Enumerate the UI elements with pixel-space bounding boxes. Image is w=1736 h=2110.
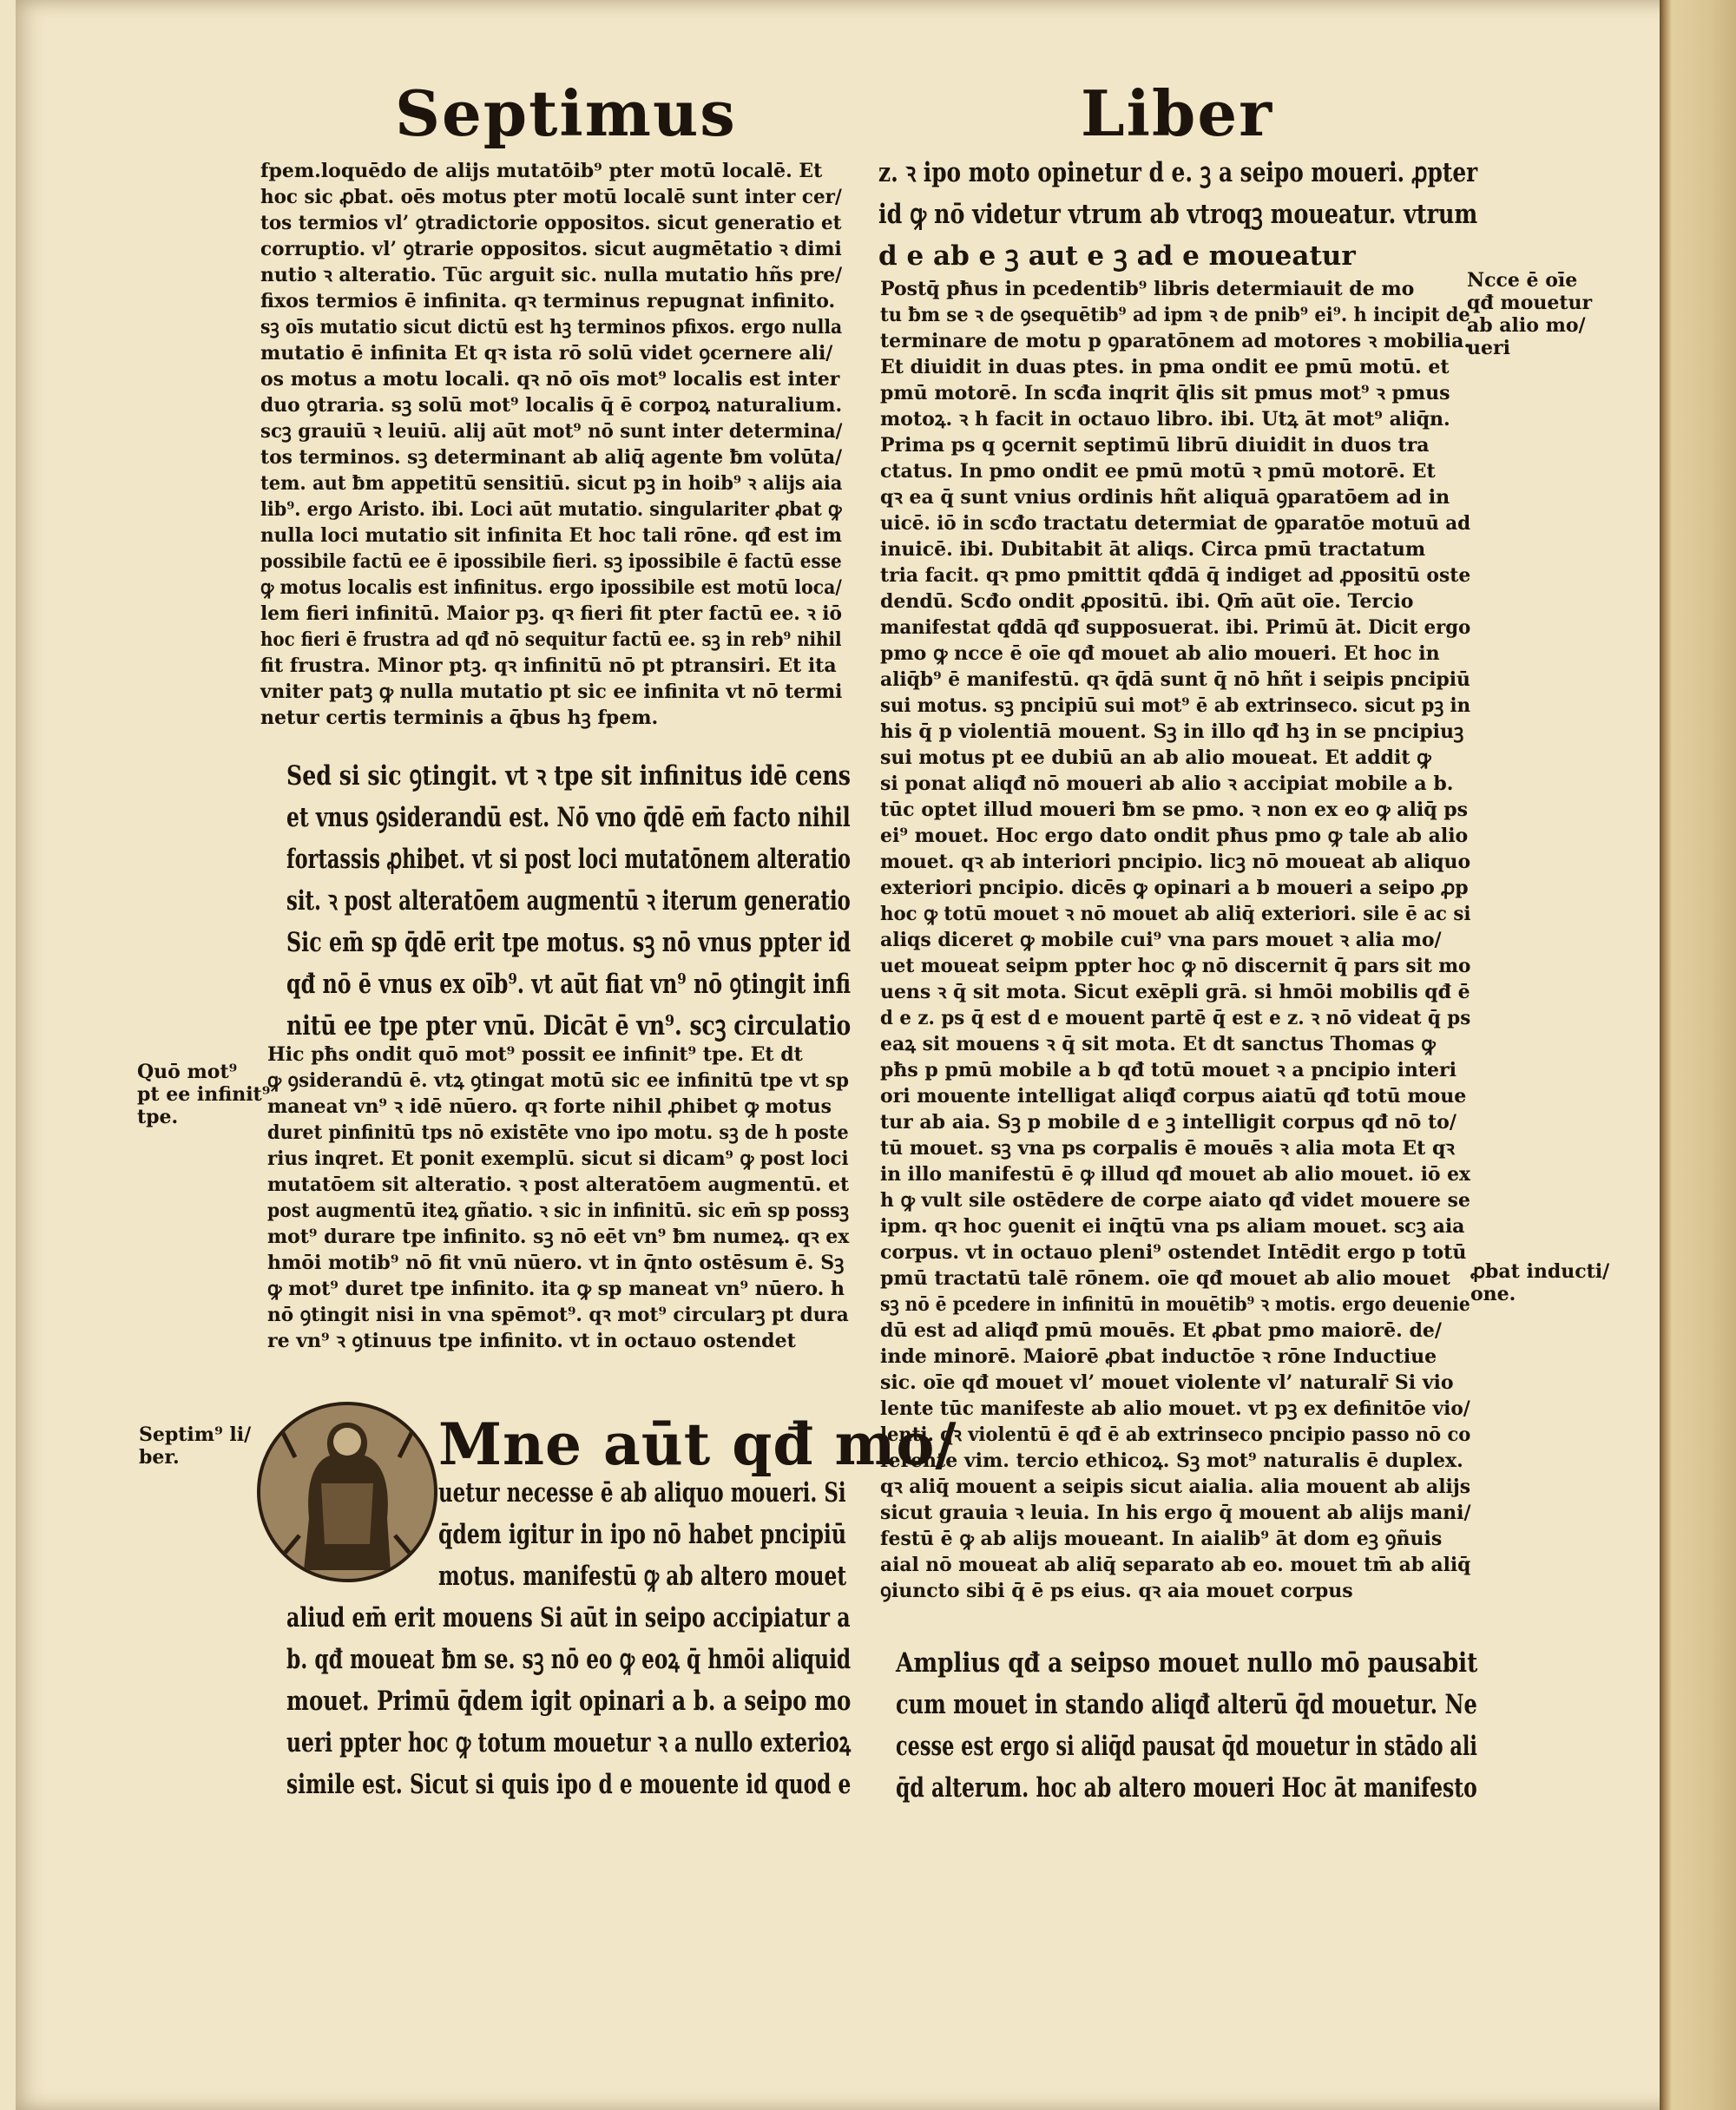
left-commentary-block-1 <box>260 158 842 731</box>
margin-note-line: one. <box>1470 1283 1516 1305</box>
left-commentary-block-2 <box>267 1042 849 1354</box>
commentary-line: mot⁹ durare tpe infinito. sꝫ nō eēt vn⁹ ƀm numeꝝ. qꝛ ex <box>267 1226 850 1248</box>
commentary-line: aliqs diceret ꝙ mobile cui⁹ vna pars mouet ꝛ alia mo/ <box>880 929 1442 951</box>
left-text-block-2-indent <box>438 1472 846 1597</box>
commentary-line: ipm. qꝛ hoc ꝯuenit ei inq̄tū vna ps aliam mouet. scꝫ aia <box>880 1215 1465 1238</box>
commentary-line: inde minorē. Maiorē ꝓbat inductōe ꝛ rōne Inductiue <box>880 1345 1437 1368</box>
margin-note-line: pt ee infinit⁹ <box>137 1083 271 1106</box>
text-line: et vnus ꝯsiderandū est. Nō vno q̄dē em̄ facto nihil <box>286 802 851 833</box>
commentary-line: re vn⁹ ꝛ ꝯtinuus tpe infinito. vt in octauo ostendet <box>267 1330 796 1352</box>
margin-note-line: tpe. <box>137 1106 179 1128</box>
commentary-line: os motus a motu locali. qꝛ nō oīs mot⁹ localis est inter <box>260 368 840 391</box>
commentary-line: duret pinfinitū tps nō existēte vno ipo motu. sꝫ de h poste <box>267 1121 849 1144</box>
text-line: d e ab e ꝫ aut e ꝫ ad e moueatur <box>878 240 1356 272</box>
margin-note-line: ab alio mo/ <box>1467 314 1586 337</box>
commentary-line: pħs p pmū mobile a b qđ totū mouet ꝛ a pncipio interi <box>880 1059 1457 1081</box>
commentary-line: sꝫ nō ē pcedere in infinitū in mouētib⁹ ꝛ motis. ergo deuenie <box>880 1293 1470 1316</box>
commentary-line: Prima ps q ꝯcernit septimū librū diuidit in duos tra <box>880 434 1430 457</box>
commentary-line: maneat vn⁹ ꝛ idē nūero. qꝛ forte nihil ꝓhibet ꝙ motus <box>267 1095 832 1118</box>
commentary-line: si ponat aliqđ nō moueri ab alio ꝛ accipiat mobile a b. <box>880 772 1454 795</box>
text-line: Amplius qđ a seipso mouet nullo mō pausabit <box>896 1647 1478 1679</box>
text-line: uetur necesse ē ab aliquo moueri. Si <box>438 1477 846 1509</box>
commentary-line: mutatio ē infinita Et qꝛ ista rō solū videt ꝯcernere ali/ <box>260 342 833 365</box>
text-line: nitū ee tpe pter vnū. Dicāt ē vn⁹. scꝫ circulatio <box>286 1010 852 1042</box>
commentary-line: inuicē. ibi. Dubitabit āt aliqs. Circa pmū tractatum <box>880 538 1426 561</box>
text-line: cesse est ergo si aliq̄d pausat q̄d mouetur in stādo ali <box>896 1731 1477 1762</box>
commentary-line: pmo ꝙ ncce ē oīe qđ mouet ab alio moueri. Et hoc in <box>880 642 1440 665</box>
commentary-line: aial nō moueat ab aliq̄ separato ab eo. mouet tm̄ ab aliq̄ <box>880 1554 1471 1576</box>
woodcut-figure-icon <box>260 1405 434 1579</box>
commentary-line: pmū tractatū talē rōnem. oīe qđ mouet ab alio mouet <box>880 1267 1450 1290</box>
running-head-left: Septimus <box>395 76 737 150</box>
margin-note-line: ꝓbat inducti/ <box>1470 1260 1610 1283</box>
commentary-line: ctatus. In pmo ondit ee pmū motū ꝛ pmū motorē. Et <box>880 460 1436 483</box>
commentary-line: qꝛ ea q̄ sunt vnius ordinis hñt aliquā ꝯparatōem ad in <box>880 486 1450 509</box>
text-line: b. qđ moueat ƀm se. sꝫ nō eo ꝙ eoꝝ q̄ hmōi aliquid <box>286 1644 852 1675</box>
running-head-right: Liber <box>1081 76 1274 150</box>
text-line: ueri ppter hoc ꝙ totum mouetur ꝛ a nullo exterioꝝ <box>286 1727 852 1758</box>
commentary-line: h ꝙ vult sile ostēdere de corpe aiato qđ videt mouere se <box>880 1189 1470 1212</box>
initial-line: Mne aūt qđ mo/ <box>438 1410 957 1478</box>
margin-note-line: ueri <box>1467 337 1510 359</box>
commentary-line: corruptio. vl’ ꝯtrarie oppositos. sicut augmētatio ꝛ dimi <box>260 238 842 260</box>
commentary-line: tu ƀm se ꝛ de ꝯsequētib⁹ ad ipm ꝛ de pnib⁹ ei⁹. h incipit de <box>880 304 1470 326</box>
right-margin-note-1 <box>1467 269 1592 359</box>
commentary-line: exteriori pncipio. dicēs ꝙ opinari a b moueri a seipo ꝓp <box>880 877 1469 899</box>
text-line: fortassis ꝓhibet. vt si post loci mutatōnem alteratio <box>286 844 851 875</box>
left-text-block-1 <box>286 755 851 1047</box>
commentary-line: possibile factū ee ē ipossibile fieri. sꝫ ipossibile ē factū esse <box>260 550 842 573</box>
text-line: qđ nō ē vnus ex oīb⁹. vt aūt fiat vn⁹ nō ꝯtingit infi <box>286 969 852 1000</box>
commentary-line: hoc fieri ē frustra ad qđ nō sequitur factū ee. sꝫ in reb⁹ nihil <box>260 628 842 651</box>
commentary-line: uens ꝛ q̄ sit mota. Sicut exēpli grā. si hmōi mobilis qđ ē <box>880 981 1470 1003</box>
commentary-line: ꝙ motus localis est infinitus. ergo ipossibile est motū loca/ <box>260 576 842 599</box>
text-line: Sic em̄ sp q̄dē erit tpe motus. sꝫ nō vnus ppter id <box>286 927 852 958</box>
commentary-line: lenti. qꝛ violentū ē qđ ē ab extrinseco pncipio passo nō co <box>880 1423 1471 1446</box>
commentary-line: terminare de motu p ꝯparatōnem ad motores ꝛ mobilia. <box>880 330 1471 352</box>
commentary-line: duo ꝯtraria. sꝫ solū mot⁹ localis q̄ ē corpoꝝ naturalium. <box>260 394 843 417</box>
commentary-line: sic. oīe qđ mouet vl’ mouet violente vl’ naturalr̄ Si vio <box>880 1371 1454 1394</box>
commentary-line: rius inqret. Et ponit exemplū. sicut si dicam⁹ ꝙ post loci <box>267 1147 849 1170</box>
commentary-line: dū est ad aliqđ pmū mouēs. Et ꝓbat pmo maiorē. de/ <box>880 1319 1442 1342</box>
commentary-line: festū ē ꝙ ab alijs moueant. In aialib⁹ āt dom eꝫ ꝯñuis <box>880 1528 1443 1550</box>
text-line: q̄dem igitur in ipo nō habet pncipiū <box>438 1519 846 1550</box>
commentary-line: tū mouet. sꝫ vna ps corpalis ē mouēs ꝛ alia mota Et qꝛ <box>880 1137 1455 1160</box>
text-line: motus. manifestū ꝙ ab altero mouet <box>438 1561 847 1592</box>
right-commentary-block <box>880 276 1470 1604</box>
commentary-line: hoc ꝙ totū mouet ꝛ nō mouet ab aliq̄ exteriori. sile ē ac si <box>880 903 1471 925</box>
commentary-line: tria facit. qꝛ pmo pmittit qđdā q̄ indiget ad ꝓpositū oste <box>880 564 1471 587</box>
text-line: sit. ꝛ post alteratōem augmentū ꝛ iterum generatio <box>286 885 851 917</box>
margin-note-line: Ncce ē oīe <box>1467 269 1578 292</box>
commentary-line: dendū. Scđo ondit ꝓpositū. ibi. Qm̄ aūt oīe. Tercio <box>880 590 1414 613</box>
commentary-line: fixos termios ē infinita. qꝛ terminus repugnat infinito. <box>260 290 836 312</box>
text-line: z. ꝛ ipo moto opinetur d e. ꝫ a seipo moueri. ꝓpter <box>878 157 1478 188</box>
commentary-line: post augmentū iteꝝ gñatio. ꝛ sic in infinitū. sic em̄ sp possꝫ <box>267 1200 849 1222</box>
commentary-line: lib⁹. ergo Aristo. ibi. Loci aūt mutatio. singulariter ꝓbat ꝙ <box>260 498 842 521</box>
left-margin-note-2 <box>139 1423 251 1469</box>
commentary-line: motoꝝ. ꝛ h facit in octauo libro. ibi. Utꝝ āt mot⁹ aliq̄n. <box>880 408 1450 431</box>
commentary-line: mouet. qꝛ ab interiori pncipio. licꝫ nō moueat ab aliquo <box>880 851 1471 873</box>
commentary-line: tūc optet illud moueri ƀm se pmo. ꝛ non ex eo ꝙ aliq̄ ps <box>880 799 1469 821</box>
commentary-line: sꝫ oīs mutatio sicut dictū est hꝫ terminos pfixos. ergo nulla <box>260 316 843 339</box>
commentary-line: corpus. vt in octauo pleni⁹ ostendet Intēdit ergo p totū <box>880 1241 1467 1264</box>
text-line: Sed si sic ꝯtingit. vt ꝛ tpe sit infinitus idē cens <box>286 760 851 792</box>
commentary-line: pmū motorē. In scđa inqrit q̄lis sit pmus mot⁹ ꝛ pmus <box>880 382 1450 404</box>
commentary-line: hoc sic ꝓbat. oēs motus pter motū localē sunt inter cer/ <box>260 186 842 208</box>
text-line: simile est. Sicut si quis ipo d e mouente id quod e <box>286 1769 852 1800</box>
commentary-line: manifestat qđdā qđ supposuerat. ibi. Primū āt. Dicit ergo <box>880 616 1471 639</box>
text-line: mouet. Primū q̄dem igit opinari a b. a seipo mo <box>286 1686 852 1717</box>
margin-note-line: Quō mot⁹ <box>137 1061 238 1083</box>
left-text-block-2-full <box>286 1597 851 1805</box>
commentary-line: aliq̄b⁹ ē manifestū. qꝛ q̄dā sunt q̄ nō hñt i seipis pncipiū <box>880 668 1470 691</box>
commentary-line: tur ab aia. Sꝫ p mobile d e ꝫ intelligit corpus qđ nō to/ <box>880 1111 1457 1134</box>
commentary-line: ꝯiuncto sibi q̄ ē ps eius. qꝛ aia mouet corpus <box>880 1580 1353 1602</box>
right-text-block-1 <box>878 152 1477 277</box>
commentary-line: uet moueat seipm ppter hoc ꝙ nō discernit q̄ pars sit mo <box>880 955 1471 977</box>
text-line: cum mouet in stando aliqđ alterū q̄d mouetur. Ne <box>896 1689 1477 1720</box>
commentary-line: hmōi motib⁹ nō fit vnū nūero. vt in q̄nto ostēsum ē. Sꝫ <box>267 1252 845 1274</box>
left-margin-note-1 <box>137 1061 270 1128</box>
commentary-line: ferente vim. tercio ethicoꝝ. Sꝫ mot⁹ naturalis ē duplex. <box>880 1449 1463 1472</box>
woodcut-initial-icon <box>257 1402 437 1582</box>
commentary-line: tem. aut ƀm appetitū sensitiū. sicut pꝫ in hoib⁹ ꝛ alijs aia <box>260 472 843 495</box>
commentary-line: ei⁹ mouet. Hoc ergo dato ondit pħus pmo ꝙ tale ab alio <box>880 825 1469 847</box>
margin-note-line: ber. <box>139 1446 180 1469</box>
commentary-line: sui motus pt ee dubiū an ab alio moueat. Et addit ꝙ <box>880 746 1431 769</box>
commentary-line: scꝫ grauiū ꝛ leuiū. alij aūt mot⁹ nō sunt inter determina/ <box>260 420 843 443</box>
commentary-line: Hic pħs ondit quō mot⁹ possit ee infinit⁹ tpe. Et dt <box>267 1043 803 1066</box>
commentary-line: his q̄ p violentiā mouent. Sꝫ in illo qđ hꝫ in se pncipiuꝫ <box>880 720 1464 743</box>
commentary-line: lem fieri infinitū. Maior pꝫ. qꝛ fieri fit pter factū ee. ꝛ iō <box>260 602 842 625</box>
commentary-line: ꝙ mot⁹ duret tpe infinito. ita ꝙ sp maneat vn⁹ nūero. h <box>267 1278 845 1300</box>
commentary-line: ori mouente intelligat aliqđ corpus aiatū qđ totū moue <box>880 1085 1467 1108</box>
commentary-line: sicut grauia ꝛ leuia. In his ergo q̄ mouent ab alijs mani/ <box>880 1502 1471 1524</box>
commentary-line: Et diuidit in duas ptes. in pma ondit ee pmū motū. et <box>880 356 1450 378</box>
commentary-line: qꝛ aliq̄ mouent a seipis sicut aialia. alia mouent ab alijs <box>880 1476 1471 1498</box>
commentary-line: d e z. ps q̄ est d e mouent partē q̄ est e z. ꝛ nō videat q̄ ps <box>880 1007 1471 1029</box>
right-text-block-2 <box>896 1642 1477 1809</box>
commentary-line: fpem.loquēdo de alijs mutatōib⁹ pter motū localē. Et <box>260 160 823 182</box>
commentary-line: eaꝝ sit mouens ꝛ q̄ sit mota. Et dt sanctus Thomas ꝙ <box>880 1033 1436 1055</box>
commentary-line: mutatōem sit alteratio. ꝛ post alteratōem augmentū. et <box>267 1173 850 1196</box>
commentary-line: fit frustra. Minor ptꝫ. qꝛ infinitū nō pt ptransiri. Et ita <box>260 654 837 677</box>
margin-note-line: qđ mouetur <box>1467 292 1593 314</box>
commentary-line: netur certis terminis a q̄bus hꝫ fpem. <box>260 707 659 729</box>
commentary-line: sui motus. sꝫ pncipiū sui mot⁹ ē ab extrinseco. sicut pꝫ in <box>880 694 1470 717</box>
text-line: aliud em̄ erit mouens Si aūt in seipo accipiatur a <box>286 1602 851 1633</box>
commentary-line: vniter patꝫ ꝙ nulla mutatio pt sic ee infinita vt nō termi <box>260 680 843 703</box>
commentary-line: tos terminos. sꝫ determinant ab aliq̄ agente ƀm volūta/ <box>260 446 843 469</box>
commentary-line: nulla loci mutatio sit infinita Et hoc tali rōne. qđ est im <box>260 524 842 547</box>
commentary-line: ꝙ ꝯsiderandū ē. vtꝝ ꝯtingat motū sic ee infinitū tpe vt sp <box>267 1069 849 1092</box>
commentary-line: tos termios vl’ ꝯtradictorie oppositos. sicut generatio et <box>260 212 842 234</box>
right-margin-note-2 <box>1470 1260 1609 1305</box>
commentary-line: in illo manifestū ē ꝙ illud qđ mouet ab alio mouet. iō ex <box>880 1163 1470 1186</box>
text-line: id ꝙ nō videtur vtrum ab vtroqꝫ moueatur. vtrum <box>878 199 1478 230</box>
text-line: q̄d alterum. hoc ab altero moueri Hoc āt manifesto <box>896 1772 1477 1804</box>
commentary-line: Postq̄ pħus in pcedentib⁹ libris determiauit de mo <box>880 278 1415 300</box>
margin-note-line: Septim⁹ li/ <box>139 1423 252 1446</box>
commentary-line: nō ꝯtingit nisi in vna spēmot⁹. qꝛ mot⁹ circularꝫ pt dura <box>267 1304 849 1326</box>
commentary-line: lente tūc manifeste ab alio mouet. vt pꝫ ex definitōe vio/ <box>880 1397 1470 1420</box>
commentary-line: uicē. iō in scđo tractatu determiat de ꝯparatōe motuū ad <box>880 512 1471 535</box>
book-gutter <box>1660 0 1736 2110</box>
commentary-line: nutio ꝛ alteratio. Tūc arguit sic. nulla mutatio hñs pre/ <box>260 264 843 286</box>
